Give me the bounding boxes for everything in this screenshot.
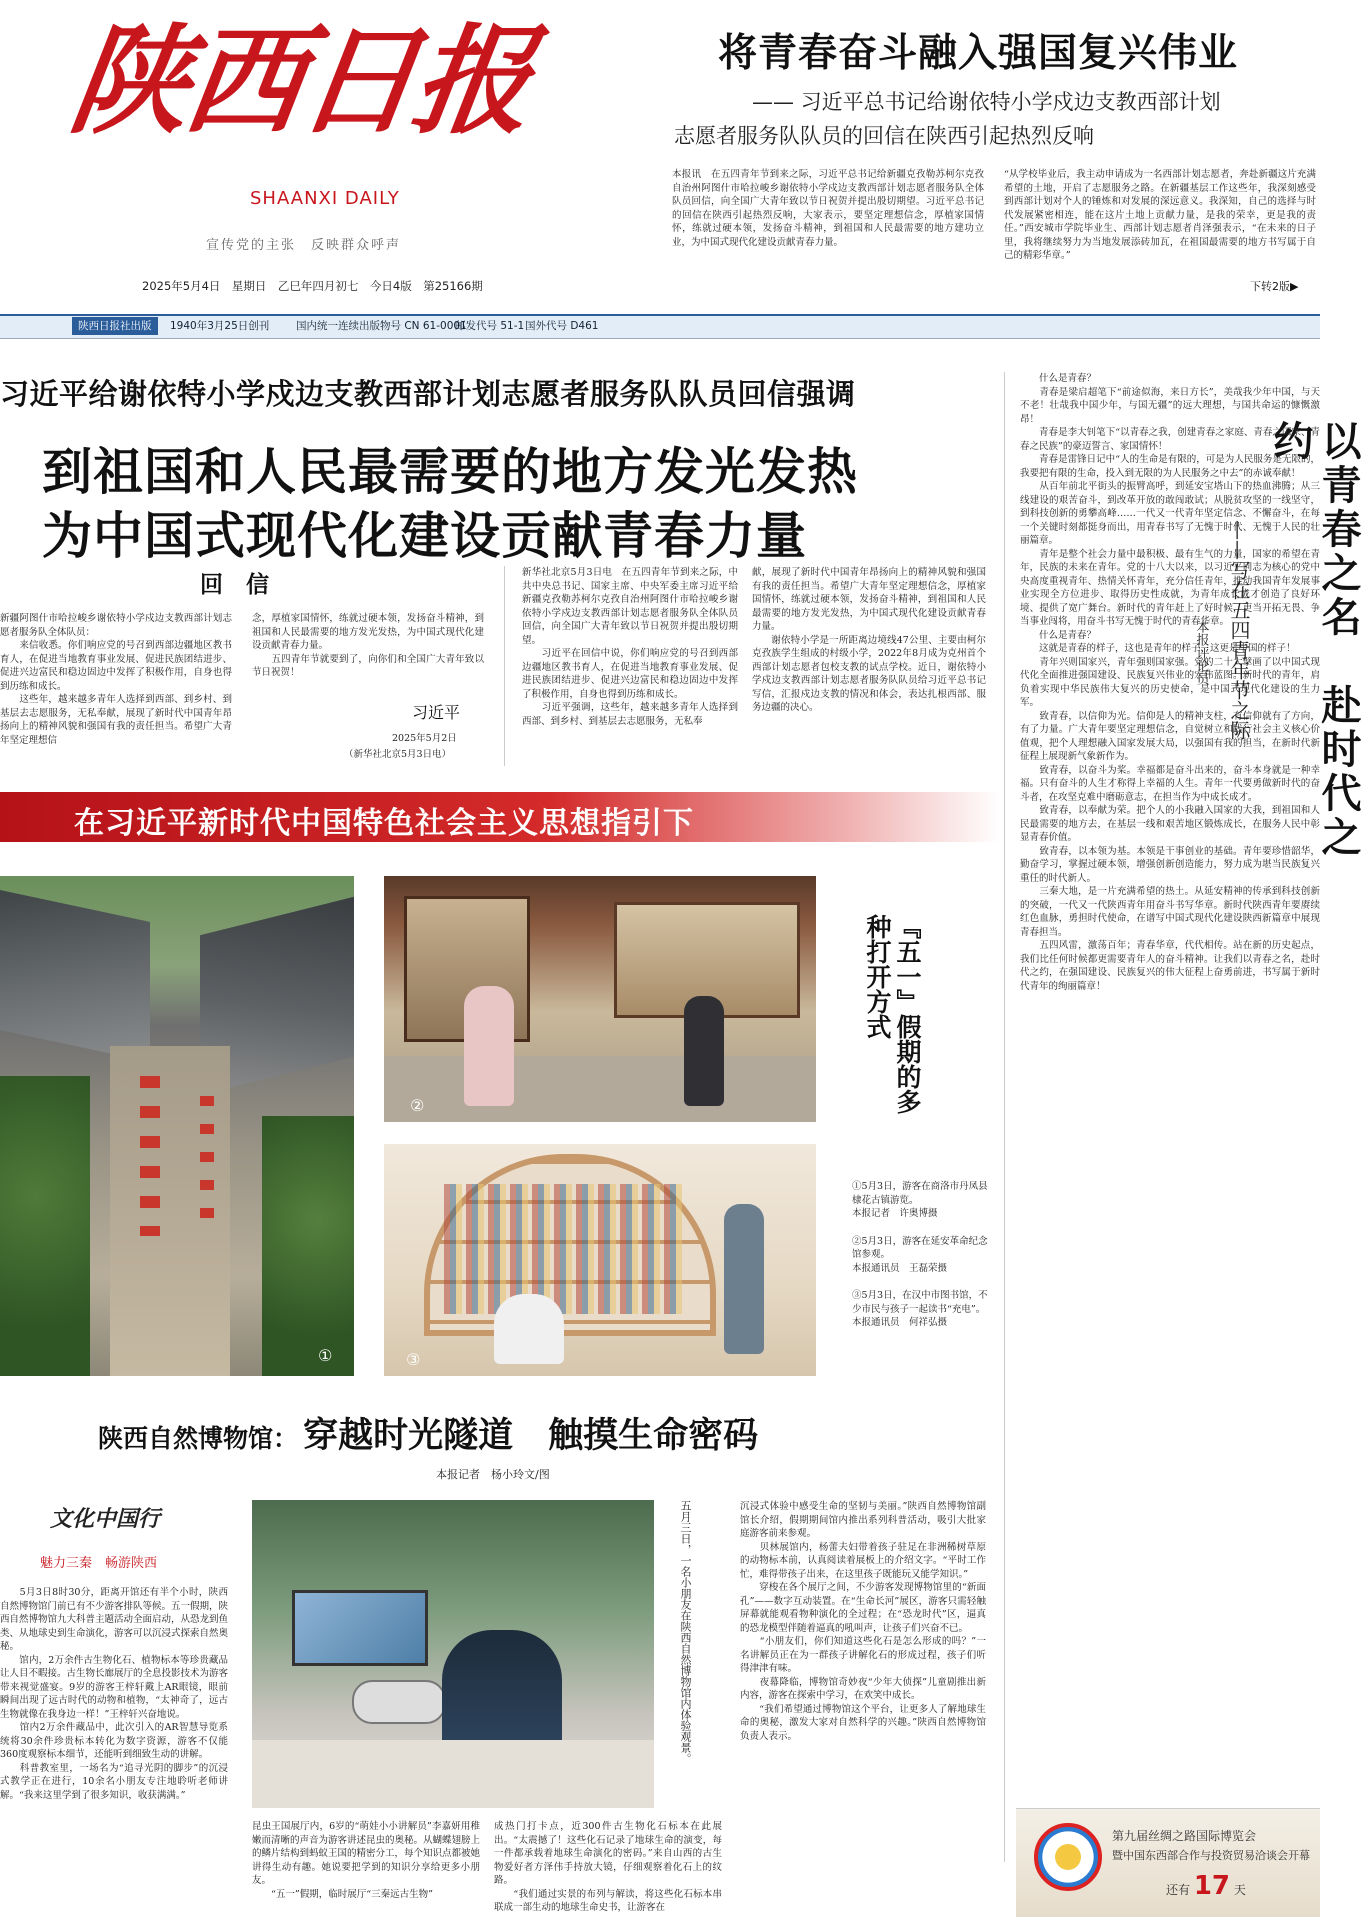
trees [0,1076,90,1376]
photo-captions [852,1180,994,1330]
photo-story-title: 『五一』假期的多种打开方式 [863,914,922,1114]
viewer-device [352,1680,446,1724]
reader-child [494,1294,564,1364]
books [444,1184,684,1314]
masthead-logo-en: SHAANXI DAILY [250,188,400,209]
photo-marker-3: ③ [406,1350,421,1369]
divider [504,566,505,766]
trees-right [262,1116,354,1376]
main-headline-2: 为中国式现代化建设贡献青春力量 [42,507,807,565]
commentary-byline: 本报评论员 [1193,620,1209,685]
expo-line-1: 第九届丝绸之路国际博览会 [1112,1829,1257,1843]
founded: 1940年3月25日创刊 [170,320,270,332]
foreign-code: 国外代号 D461 [525,320,599,332]
museum-col-3: 成热门打卡点，近300件古生物化石标本在此展出。“太震撼了！这些化石记录了地球生命的演变，每一件都承载着地球生命演化的密码。”来自山西的古生物爱好者方泽伟手持放大镜，仔细观察着化石上的纹路。 “我们通过实景的布列与解读，将这些化石标本串联成一部生动的地球生命史书，让游客在 [494,1821,722,1913]
countdown-num: 17 [1193,1871,1231,1901]
jump-link[interactable]: 下转2版▶ [1250,280,1299,293]
photo-ancient-town [0,876,354,1376]
museum-headline-main: 穿越时光隧道 触摸生命密码 [303,1415,759,1456]
caption-3: ③5月3日，在汉中市图书馆，不少市民与孩子一起读书“充电”。 [852,1290,988,1315]
photo-museum [384,876,816,1122]
top-story-body-left: 本报讯 在五四青年节到来之际，习近平总书记给新疆克孜勒苏柯尔克孜自治州阿图什市哈拉峻乡谢依特小学戍边支教西部计划志愿者服务队全体队员回信，向全国广大青年致以节日祝贺并提出殷切期望。习近平总书记的回信在陕西引起热烈反响，大家表示，要坚定理想信念，厚植家国情怀，练就过硬本领，发扬奋斗精神，到祖国和人民最需要的地方建功立业，为中国式现代化建设贡献青春力量。 [672,169,984,248]
masthead-slogan: 宣传党的主张 反映群众呼声 [206,238,402,253]
expo-line-2: 暨中国东西部合作与投资贸易洽谈会开幕 [1112,1849,1310,1862]
roof-left [0,890,150,1062]
theme-banner-text: 在习近平新时代中国特色社会主义思想指引下 [74,806,694,841]
lanterns [140,1076,160,1236]
right-divider [1004,372,1005,1862]
main-kicker: 习近平给谢依特小学戍边支教西部计划志愿者服务队队员回信强调 [0,377,856,411]
museum-col-1: 5月3日8时30分，距离开馆还有半个小时，陕西自然博物馆门前已有不少游客排队等候。五一假期，陕西自然博物馆九大科普主题活动全面启动，从恐龙到鱼类、从地球史到生命演化，游客可以沉浸式探索自然奥秘。 馆内，2万余件古生物化石、植物标本等珍贵藏品让人目不暇接。古生物长廊展厅的全息投影技术为游客带来视觉盛宴。9岁的游客王梓轩戴上AR眼镜，眼前瞬间出现了远古时代的动物和植物，“太神奇了，远古生物就像在我身边一样！”王梓轩兴奋地说。 馆内2万余件藏品中，此次引入的AR智慧导览系统将30余件珍贵标本转化为数字资源，游客不仅能360度观察标本细节，还能听到细致生动的讲解。 科普教室里，一场名为“追寻光阴的脚步”的沉浸式教学正在进行，10余名小朋友专注地聆听老师讲解。“我来这里学到了很多知识，收获满满。” [0,1587,229,1801]
cn-number: 国内统一连续出版物号 CN 61-0001 [296,320,467,332]
top-story-headline: 将青春奋斗融入强国复兴伟业 [718,31,1239,76]
commentary-body: 什么是青春？ 青春是梁启超笔下“前途似海，来日方长”，美哉我少年中国，与天不老！壮哉我中国少年，与国无疆”的远大理想，与国共命运的慷慨激昂！ 青春是李大钊笔下“以青春之我，创建青春之家庭、青春之国家、青春之民族”的豪迈誓言、家国情怀！ 青春是雷锋日记中“人的生命是有限的，可是为人民服务是无限的，我要把有限的生命，投入到无限的为人民服务之中去”的赤诚奉献！ 从百年前北平街头的振臂高呼，到延安宝塔山下的热血沸腾；从三线建设的艰苦奋斗，到改革开放的敢闯敢试；从脱贫攻坚的一线坚守，到科技创新的勇攀高峰……一代又一代青年坚定信念、不懈奋斗，在每一个关键时刻都挺身而出，用青春书写了无愧于时代、无愧于人民的壮丽篇章。 青年是整个社会力量中最积极、最有生气的力量，国家的希望在青年，民族的未来在青年。党的十八大以来，以习近平同志为核心的党中央高度重视青年、热情关怀青年，充分信任青年，推动我国青年发展事业实现全方位进步、取得历史性成就，为青年成长成才创造了良好环境、提供了宽广舞台。新时代的青年赶上了好时候，更当开拓无畏、争当事业闯将，用奋斗书写无愧于时代的青春华章。 什么是青春？ 这就是青春的样子，这也是青年的样子，这更是中国的样子！ 青年兴则国家兴，青年强则国家强。党的二十大擘画了以中国式现代化全面推进强国建设、民族复兴伟业的宏伟蓝图。新时代的青年，肩负着实现中华民族伟大复兴的历史使命，是中国式现代化建设的生力军。 致青春，以信仰为光。信仰是人的精神支柱，有信仰就有了方向，有了力量。广大青年要坚定理想信念，自觉树立和践行社会主义核心价值观，把个人理想融入国家发展大局，以强国有我的担当，在新时代新征程上展现新气象新作为。 致青春，以奋斗为桨。幸福都是奋斗出来的，奋斗本身就是一种幸福。只有奋斗的人生才称得上幸福的人生。青年一代要勇做新时代的奋斗者，在攻坚克难中磨砺意志，在担当作为中成长成才。 致青春，以奉献为荣。把个人的小我融入国家的大我，到祖国和人民最需要的地方去，在基层一线和艰苦地区锻炼成长，在服务人民中彰显青春价值。 致青春，以本领为基。本领是干事创业的基础。青年要珍惜韶华，勤奋学习，掌握过硬本领，增强创新创造能力，努力成为堪当民族复兴重任的时代新人。 三秦大地，是一片充满希望的热土。从延安精神的传承到科技创新的突破，一代又一代陕西青年用奋斗书写华章。新时代陕西青年要赓续红色血脉，勇担时代使命，在谱写中国式现代化建设陕西新篇章中展现青春担当。 五四风雷，激荡百年；青春华章，代代相传。站在新的历史起点，我们比任何时候都更需要青年人的奋斗精神。让我们以青春之名，赴时代之约，在强国建设、民族复兴的伟大征程上奋勇前进，书写属于新时代青年的绚丽篇章！ [1020,373,1320,992]
museum-col-4: 沉浸式体验中感受生命的坚韧与美丽。”陕西自然博物馆副馆长介绍，假期期间馆内推出系列科普活动，吸引大批家庭游客前来参观。 贝林展馆内，杨蕾夫妇带着孩子驻足在非洲稀树草原的动物标本前，认真阅读着展板上的介绍文字。“平时工作忙，难得带孩子出来，在这里孩子既能玩又能学知识。” 穿梭在各个展厅之间，不少游客发现博物馆里的“新面孔”——数字互动装置。在“生命长河”展区，游客只需轻触屏幕就能观看物种演化的全过程；在“恐龙时代”区，逼真的恐龙模型伴随着逼真的吼叫声，让孩子们兴奋不已。 “小朋友们，你们知道这些化石是怎么形成的吗？”一名讲解员正在为一群孩子讲解化石的形成过程，孩子们听得津津有味。 夜幕降临，博物馆奇妙夜“少年大侦探”儿童剧推出新内容，游客在探索中学习，在欢笑中成长。 “我们希望通过博物馆这个平台，让更多人了解地球生命的奥秘，激发大家对自然科学的兴趣。”陕西自然博物馆负责人表示。 [740,1501,986,1742]
letter-body-2: 念，厚植家国情怀，练就过硬本领，发扬奋斗精神，到祖国和人民最需要的地方发光发热，为中国式现代化建设贡献青春力量。 五四青年节就要到了，向你们和全国广大青年致以节日祝贺！ [252,613,484,678]
table [252,1740,654,1808]
countdown-prefix: 还有 [1166,1883,1191,1897]
photo-library [384,1144,816,1376]
credit-3: 本报通讯员 何祥弘摄 [852,1317,948,1328]
credit-2: 本报通讯员 王磊荣摄 [852,1262,948,1274]
top-story-subhead-2: 志愿者服务队队员的回信在陕西引起热烈反响 [674,124,1094,148]
museum-headline [98,1408,758,1458]
visitor-2 [684,996,724,1106]
post-code: 邮发代号 51-1 [455,320,525,332]
museum-byline: 本报记者 杨小玲文/图 [436,1468,550,1481]
photo-museum-vr [252,1500,654,1808]
column-sub: 魅力三秦 畅游陕西 [40,1556,158,1571]
masthead [0,0,1320,300]
masthead-logo: 陕西日报 [62,11,538,150]
screen [292,1590,428,1666]
photo-marker-1: ① [318,1346,333,1365]
letter-body-1: 新疆阿图什市哈拉峻乡谢依特小学戍边支教西部计划志愿者服务队全体队员： 来信收悉。你们响应党的号召到西部边疆地区教书育人，在促进当地教育事业发展、促进民族团结进步、促进兴边富民和稳边固边中发挥了积极作用，自身也得到历练和成长。 这些年，越来越多青年人选择到西部、到乡村、到基层去志愿服务，无私奉献，展现了新时代中国青年昂扬向上的精神风貌和强国有我的责任担当。希望广大青年坚定理想信 [0,613,232,746]
info-bar [0,314,1320,339]
countdown-suffix: 天 [1233,1883,1246,1897]
reader-adult [724,1204,764,1354]
publisher-tag: 陕西日报社出版 [72,317,158,335]
floor [384,1056,816,1122]
commentary-title: 以青春之名 赴时代之约 [1267,420,1361,860]
theme-banner [0,792,1000,842]
news-col-1: 新华社北京5月3日电 在五四青年节到来之际，中共中央总书记、国家主席、中央军委主席习近平给新疆克孜勒苏柯尔克孜自治州阿图什市哈拉峻乡谢依特小学戍边支教西部计划志愿者服务队全体队员回信，向全国广大青年致以节日祝贺并提出殷切期望。 习近平在回信中说，你们响应党的号召到西部边疆地区教书育人，在促进当地教育事业发展、促进民族团结进步、促进兴边富民和稳边固边中发挥了积极作用，自身也得到历练和成长。 习近平强调，这些年，越来越多青年人选择到西部、到乡村、到基层去志愿服务，无私奉 [522,567,738,727]
credit-1: 本报记者 许奥博摄 [852,1208,938,1219]
museum-photo-caption: 五月三日，一名小朋友在陕西自然博物馆内体验观景。 [679,1500,692,1764]
caption-1: ①5月3日，游客在商洛市丹凤县棣花古镇游览。 [852,1181,988,1206]
expo-logo-icon [1034,1823,1102,1891]
lanterns-2 [200,1096,214,1236]
news-col-2: 献，展现了新时代中国青年昂扬向上的精神风貌和强国有我的责任担当。希望广大青年坚定理想信念，厚植家国情怀，练就过硬本领，发扬奋斗精神，到祖国和人民最需要的地方发光发热，为中国式现代化建设贡献青春力量。 谢依特小学是一所距离边境线47公里、主要由柯尔克孜族学生组成的村级小学，2022年8月成为克州首个西部计划志愿者包校支教的试点学校。近日，谢依特小学戍边支教西部计划志愿者服务队队员给习近平总书记写信，汇报戍边支教的情况和体会，表达扎根西部、服务边疆的决心。 [752,567,986,713]
museum-col-2: 昆虫王国展厅内，6岁的“萌娃小小讲解员”李嘉妍用稚嫩而清晰的声音为游客讲述昆虫的奥秘。从蝴蝶翅膀上的鳞片结构到蚂蚁王国的精密分工，每个知识点都被她讲得生动有趣。她说要把学到的知识分享给更多小朋友。 “五一”假期，临时展厅“三秦远古生物” [252,1821,481,1900]
letter-source: （新华社北京5月3日电） [344,749,452,760]
letter-date: 2025年5月2日 [392,733,457,744]
commentary-subtitle: ——写在五四青年节之际 [1227,520,1251,740]
top-story-subhead: —— 习近平总书记给谢依特小学戍边支教西部计划 [752,90,1221,114]
date-line: 2025年5月4日 星期日 乙巳年四月初七 今日4版 第25166期 [142,279,483,293]
expo-ad [1016,1808,1320,1917]
museum-headline-prefix: 陕西自然博物馆： [98,1424,299,1453]
top-story-body-right: “从学校毕业后，我主动申请成为一名西部计划志愿者，奔赴新疆这片充满希望的土地，开启了志愿服务之路。在新疆基层工作这些年，我深刻感受到西部计划对个人的锤炼和对发展的深远意义。我深知，自己的选择与时代发展紧密相连，能在这片土地上贡献力量，是我的荣幸，更是我的责任。”西安城市学院毕业生、西部计划志愿者肖泽强表示，“在未来的日子里，我将继续努力为当地发展添砖加瓦，在祖国最需要的地方书写属于自己的精彩华章。” [1004,169,1316,261]
main-headline-1: 到祖国和人民最需要的地方发光发热 [42,443,858,501]
photo-marker-2: ② [410,1096,425,1115]
letter-title: 回 信 [200,571,269,598]
visitor [464,986,514,1106]
caption-2: ②5月3日，游客在延安革命纪念馆参观。 [852,1235,988,1260]
column-logo: 文化中国行 [50,1506,161,1532]
expo-countdown [1166,1871,1246,1901]
letter-signature: 习近平 [412,703,461,722]
